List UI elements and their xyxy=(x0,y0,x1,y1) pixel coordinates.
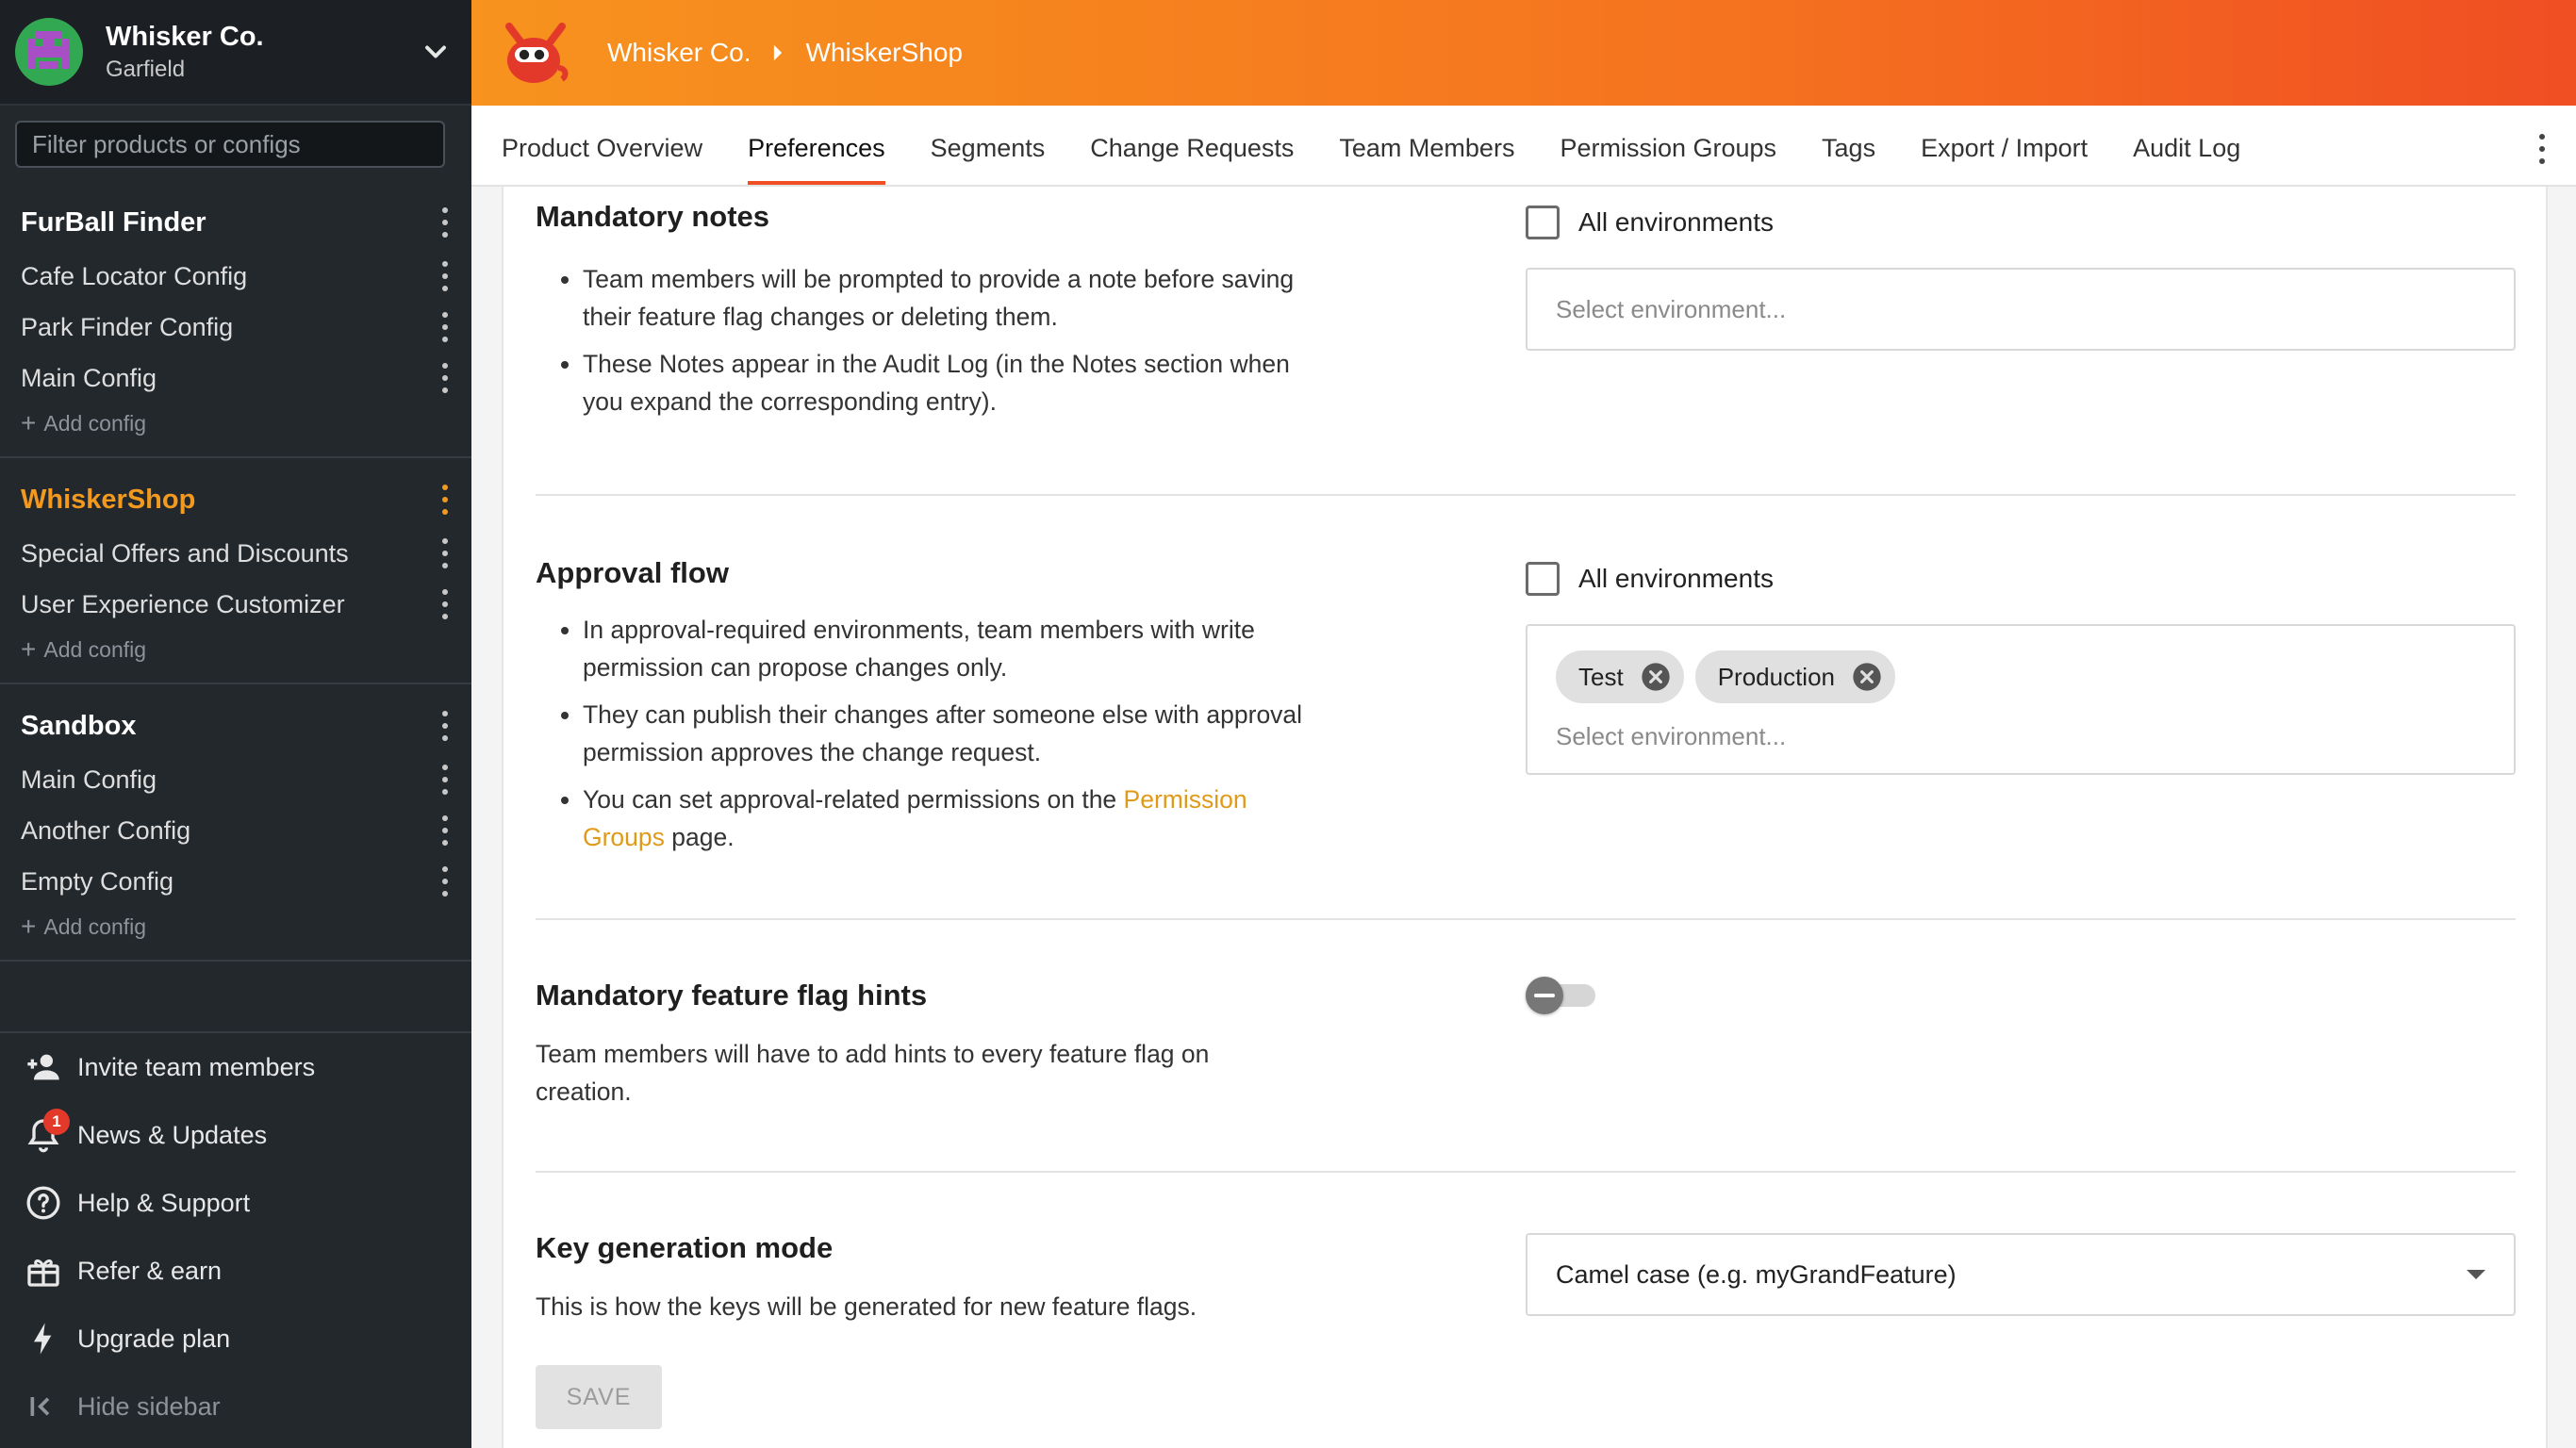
more-icon[interactable] xyxy=(439,485,451,515)
more-icon[interactable] xyxy=(439,538,451,568)
config-item[interactable] xyxy=(0,251,471,302)
bullet-item: • They can publish their changes after someone else with approval permission approves the change request. xyxy=(583,696,1309,771)
config-name: Empty Config xyxy=(21,866,174,896)
refer-label: Refer & earn xyxy=(77,1256,223,1285)
key-generation-select[interactable] xyxy=(1526,1233,2516,1316)
bullet-item: • These Notes appear in the Audit Log (in the Notes section when you expand the corresponding entry). xyxy=(583,345,1309,420)
product-header[interactable] xyxy=(0,698,471,754)
add-config-label: Add config xyxy=(43,636,147,662)
cat-logo-icon[interactable] xyxy=(498,15,573,90)
remove-chip-icon[interactable] xyxy=(1641,662,1671,692)
product-header[interactable] xyxy=(0,194,471,251)
config-item[interactable] xyxy=(0,353,471,403)
toggle-knob xyxy=(1526,977,1563,1014)
add-config-button[interactable] xyxy=(0,630,471,669)
invite-team-members-link[interactable] xyxy=(0,1033,471,1101)
config-item[interactable] xyxy=(0,528,471,579)
key-generation-controls xyxy=(1526,1233,2516,1316)
more-icon[interactable] xyxy=(439,866,451,897)
more-icon[interactable] xyxy=(439,207,451,238)
hide-sidebar-label: Hide sidebar xyxy=(77,1391,221,1421)
divider xyxy=(536,1171,2516,1173)
invite-label: Invite team members xyxy=(77,1052,316,1081)
environment-placeholder: Select environment... xyxy=(1556,722,1787,750)
more-icon[interactable] xyxy=(2536,134,2548,164)
add-config-label: Add config xyxy=(43,410,147,436)
gift-icon xyxy=(25,1252,62,1290)
config-item[interactable] xyxy=(0,302,471,353)
section-description: Team members will have to add hints to every feature flag on creation. xyxy=(536,1040,1210,1106)
product-name[interactable]: FurBall Finder xyxy=(21,206,206,238)
org-switcher[interactable] xyxy=(0,0,471,106)
permission-groups-link[interactable]: Permission Groups xyxy=(583,785,1247,851)
sidebar xyxy=(0,0,471,1448)
section-title: Approval flow xyxy=(536,556,729,589)
more-icon[interactable] xyxy=(439,815,451,846)
preferences-panel xyxy=(502,187,2548,1448)
help-icon xyxy=(25,1184,62,1222)
chevron-right-icon xyxy=(771,42,784,63)
refer-earn-link[interactable] xyxy=(0,1237,471,1305)
checkbox[interactable] xyxy=(1526,206,1560,239)
more-icon[interactable] xyxy=(439,711,451,741)
plus-icon: + xyxy=(21,408,37,437)
chip-label: Test xyxy=(1578,662,1624,691)
plus-icon: + xyxy=(21,634,37,664)
org-name: Whisker Co. xyxy=(106,21,264,52)
person-add-icon xyxy=(25,1048,62,1086)
help-label: Help & Support xyxy=(77,1188,251,1217)
config-name: Another Config xyxy=(21,815,191,845)
tab-team-members[interactable]: Team Members xyxy=(1339,133,1515,162)
breadcrumb xyxy=(607,38,963,68)
bullet-item: • In approval-required environments, team members with write permission can propose changes only. xyxy=(583,611,1309,686)
tab-permission-groups[interactable]: Permission Groups xyxy=(1560,133,1777,162)
chevron-down-icon[interactable] xyxy=(419,35,453,69)
section-title: Mandatory notes xyxy=(536,200,770,233)
dropdown-caret-icon xyxy=(2467,1270,2485,1279)
environment-select[interactable] xyxy=(1526,268,2516,351)
more-icon[interactable] xyxy=(439,765,451,795)
bullet-text: page. xyxy=(671,823,735,851)
add-config-button[interactable] xyxy=(0,907,471,946)
config-item[interactable] xyxy=(0,805,471,856)
hints-toggle[interactable] xyxy=(1526,977,1597,1014)
more-icon[interactable] xyxy=(439,363,451,393)
mandatory-notes-controls xyxy=(1526,206,2516,351)
filter-input[interactable] xyxy=(15,121,445,168)
all-environments-checkbox-row[interactable] xyxy=(1526,562,2516,596)
product-group-whiskershop xyxy=(0,471,471,684)
tab-audit-log[interactable]: Audit Log xyxy=(2133,133,2241,162)
product-tabs xyxy=(471,106,2576,187)
add-config-label: Add config xyxy=(43,913,147,939)
bullet-text: You can set approval-related permissions on the xyxy=(583,785,1117,814)
config-item[interactable] xyxy=(0,754,471,805)
more-icon[interactable] xyxy=(439,312,451,342)
space-invader-icon xyxy=(25,27,74,76)
breadcrumb-org[interactable]: Whisker Co. xyxy=(607,38,751,67)
bullet-item: • Team members will be prompted to provide a note before saving their feature flag changes or deleting them. xyxy=(583,260,1309,336)
product-group-sandbox xyxy=(0,698,471,962)
config-name: User Experience Customizer xyxy=(21,589,345,618)
tab-export-import[interactable]: Export / Import xyxy=(1921,133,2089,162)
org-user: Garfield xyxy=(106,56,186,82)
checkbox-label: All environments xyxy=(1578,207,1774,237)
config-name: Main Config xyxy=(21,363,157,392)
environment-chip xyxy=(1556,650,1684,703)
environment-multiselect[interactable] xyxy=(1526,624,2516,775)
config-item[interactable] xyxy=(0,579,471,630)
chip-label: Production xyxy=(1717,662,1835,691)
config-name: Main Config xyxy=(21,765,157,794)
top-bar xyxy=(471,0,2576,106)
upgrade-label: Upgrade plan xyxy=(77,1324,231,1353)
news-updates-link[interactable] xyxy=(0,1101,471,1169)
chip-list xyxy=(1556,626,2485,703)
remove-chip-icon[interactable] xyxy=(1852,662,1882,692)
bullet-item xyxy=(583,781,1309,856)
help-support-link[interactable] xyxy=(0,1169,471,1237)
product-header[interactable] xyxy=(0,471,471,528)
config-name: Special Offers and Discounts xyxy=(21,538,349,568)
sidebar-bottom-nav xyxy=(0,1031,471,1440)
config-name: Cafe Locator Config xyxy=(21,261,248,290)
section-description: This is how the keys will be generated for new feature flags. xyxy=(536,1292,1197,1321)
approval-flow-controls xyxy=(1526,562,2516,775)
collapse-left-icon xyxy=(25,1388,62,1425)
environment-placeholder: Select environment... xyxy=(1556,294,1787,323)
org-avatar xyxy=(15,18,83,86)
product-name[interactable]: Sandbox xyxy=(21,710,137,741)
hints-controls xyxy=(1526,977,2516,1014)
checkbox-label: All environments xyxy=(1578,564,1774,593)
checkbox[interactable] xyxy=(1526,562,1560,596)
tab-preferences[interactable]: Preferences xyxy=(725,106,908,185)
plus-icon: + xyxy=(21,912,37,941)
more-icon[interactable] xyxy=(439,589,451,619)
all-environments-checkbox-row[interactable] xyxy=(1526,206,2516,239)
section-title: Key generation mode xyxy=(536,1231,834,1264)
select-value: Camel case (e.g. myGrandFeature) xyxy=(1556,1259,1957,1289)
notification-badge: 1 xyxy=(43,1109,70,1135)
tab-change-requests[interactable]: Change Requests xyxy=(1090,133,1295,162)
lightning-icon xyxy=(25,1320,62,1358)
bullet-list xyxy=(536,260,1309,420)
product-group-furball-finder xyxy=(0,194,471,458)
save-button[interactable]: SAVE xyxy=(536,1365,662,1429)
breadcrumb-product[interactable]: WhiskerShop xyxy=(805,38,963,67)
section-title: Mandatory feature flag hints xyxy=(536,979,928,1012)
divider xyxy=(536,918,2516,920)
config-item[interactable] xyxy=(0,856,471,907)
hide-sidebar-button[interactable] xyxy=(0,1373,471,1440)
tab-product-overview[interactable]: Product Overview xyxy=(502,133,703,162)
tab-segments[interactable]: Segments xyxy=(930,133,1046,162)
product-name[interactable]: WhiskerShop xyxy=(21,484,196,515)
config-name: Park Finder Config xyxy=(21,312,234,341)
upgrade-plan-link[interactable] xyxy=(0,1305,471,1373)
divider xyxy=(536,494,2516,496)
more-icon[interactable] xyxy=(439,261,451,291)
news-label: News & Updates xyxy=(77,1120,268,1149)
add-config-button[interactable] xyxy=(0,403,471,443)
environment-chip xyxy=(1695,650,1895,703)
bullet-list xyxy=(536,611,1309,856)
tab-tags[interactable]: Tags xyxy=(1822,133,1876,162)
